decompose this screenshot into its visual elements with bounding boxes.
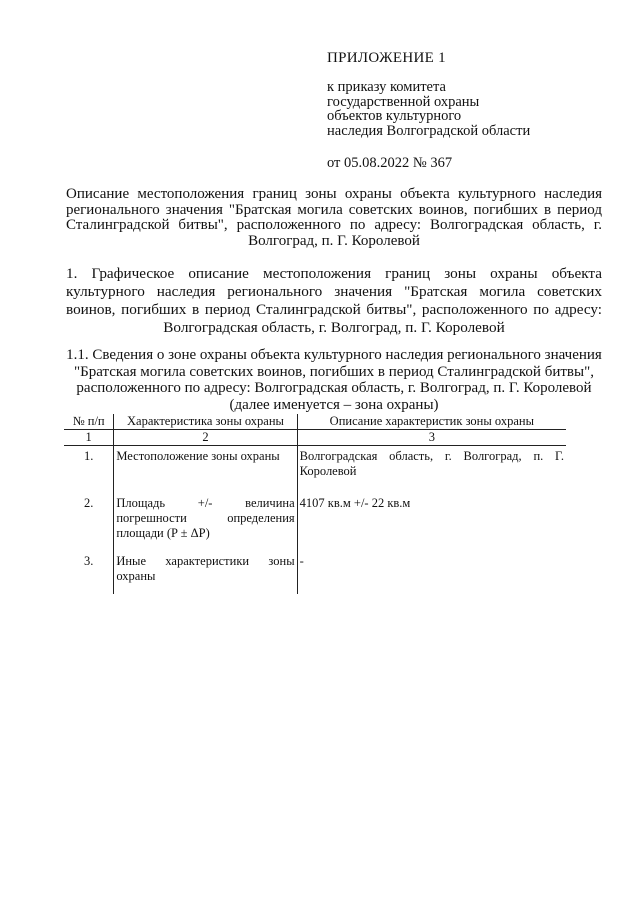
- row-num: 1.: [64, 446, 114, 494]
- colnum-2: 2: [114, 430, 297, 446]
- header-description: Описание характеристик зоны охраны: [297, 414, 566, 430]
- appendix-title: ПРИЛОЖЕНИЕ 1: [327, 50, 446, 66]
- row-description: 4107 кв.м +/- 22 кв.м: [299, 496, 411, 510]
- zone-table: [64, 414, 566, 594]
- column-numbers-row: [64, 430, 566, 446]
- row-characteristic: Иные характеристики зоны охраны: [114, 551, 297, 594]
- row-description: -: [299, 554, 304, 568]
- row-num: 3.: [64, 551, 114, 594]
- order-date: от 05.08.2022 № 367: [327, 155, 453, 171]
- appendix-line: к приказу комитета: [327, 79, 446, 95]
- appendix-reference: [327, 80, 530, 138]
- section-1-title: 1. Графическое описание местоположения границ зоны охраны объекта культурного наследия регионального значения "Братская могила советских воинов, погибших в период Сталинградской битвы", расположенного по адресу: Волгоградская область, г. Волгоград, п. Г. Королевой: [66, 265, 602, 336]
- colnum-1: 1: [64, 430, 114, 446]
- row-description: Волгоградская область, г. Волгоград, п. Г. Королевой: [299, 449, 564, 478]
- appendix-line: наследия Волгоградской области: [327, 122, 531, 139]
- table-header-row: [64, 414, 566, 430]
- table-row: [64, 446, 566, 494]
- table-row: [64, 551, 566, 594]
- appendix-line: объектов культурного: [327, 108, 462, 124]
- header-num: № п/п: [64, 414, 114, 430]
- row-num: 2.: [64, 493, 114, 551]
- appendix-line: государственной охраны: [327, 93, 480, 110]
- document-heading: Описание местоположения границ зоны охраны объекта культурного наследия регионального значения "Братская могила советских воинов, погибших в период Сталинградской битвы", расположенного по адресу: Волгоградская область, г. Волгоград, п. Г. Королевой: [66, 186, 602, 249]
- header-characteristic: Характеристика зоны охраны: [114, 414, 297, 430]
- row-characteristic: Площадь +/- величина погрешности определения площади (P ± ΔP): [114, 493, 297, 551]
- colnum-3: 3: [297, 430, 566, 446]
- table-row: [64, 493, 566, 551]
- section-1-1-title: 1.1. Сведения о зоне охраны объекта культурного наследия регионального значения "Братская могила советских воинов, погибших в период Сталинградской битвы", расположенного по адресу: Волгоградская область, г. Волгоград, п. Г. Королевой (далее именуется – зона охраны): [66, 347, 602, 413]
- appendix-block: [327, 50, 530, 172]
- row-characteristic: Местоположение зоны охраны: [114, 446, 297, 494]
